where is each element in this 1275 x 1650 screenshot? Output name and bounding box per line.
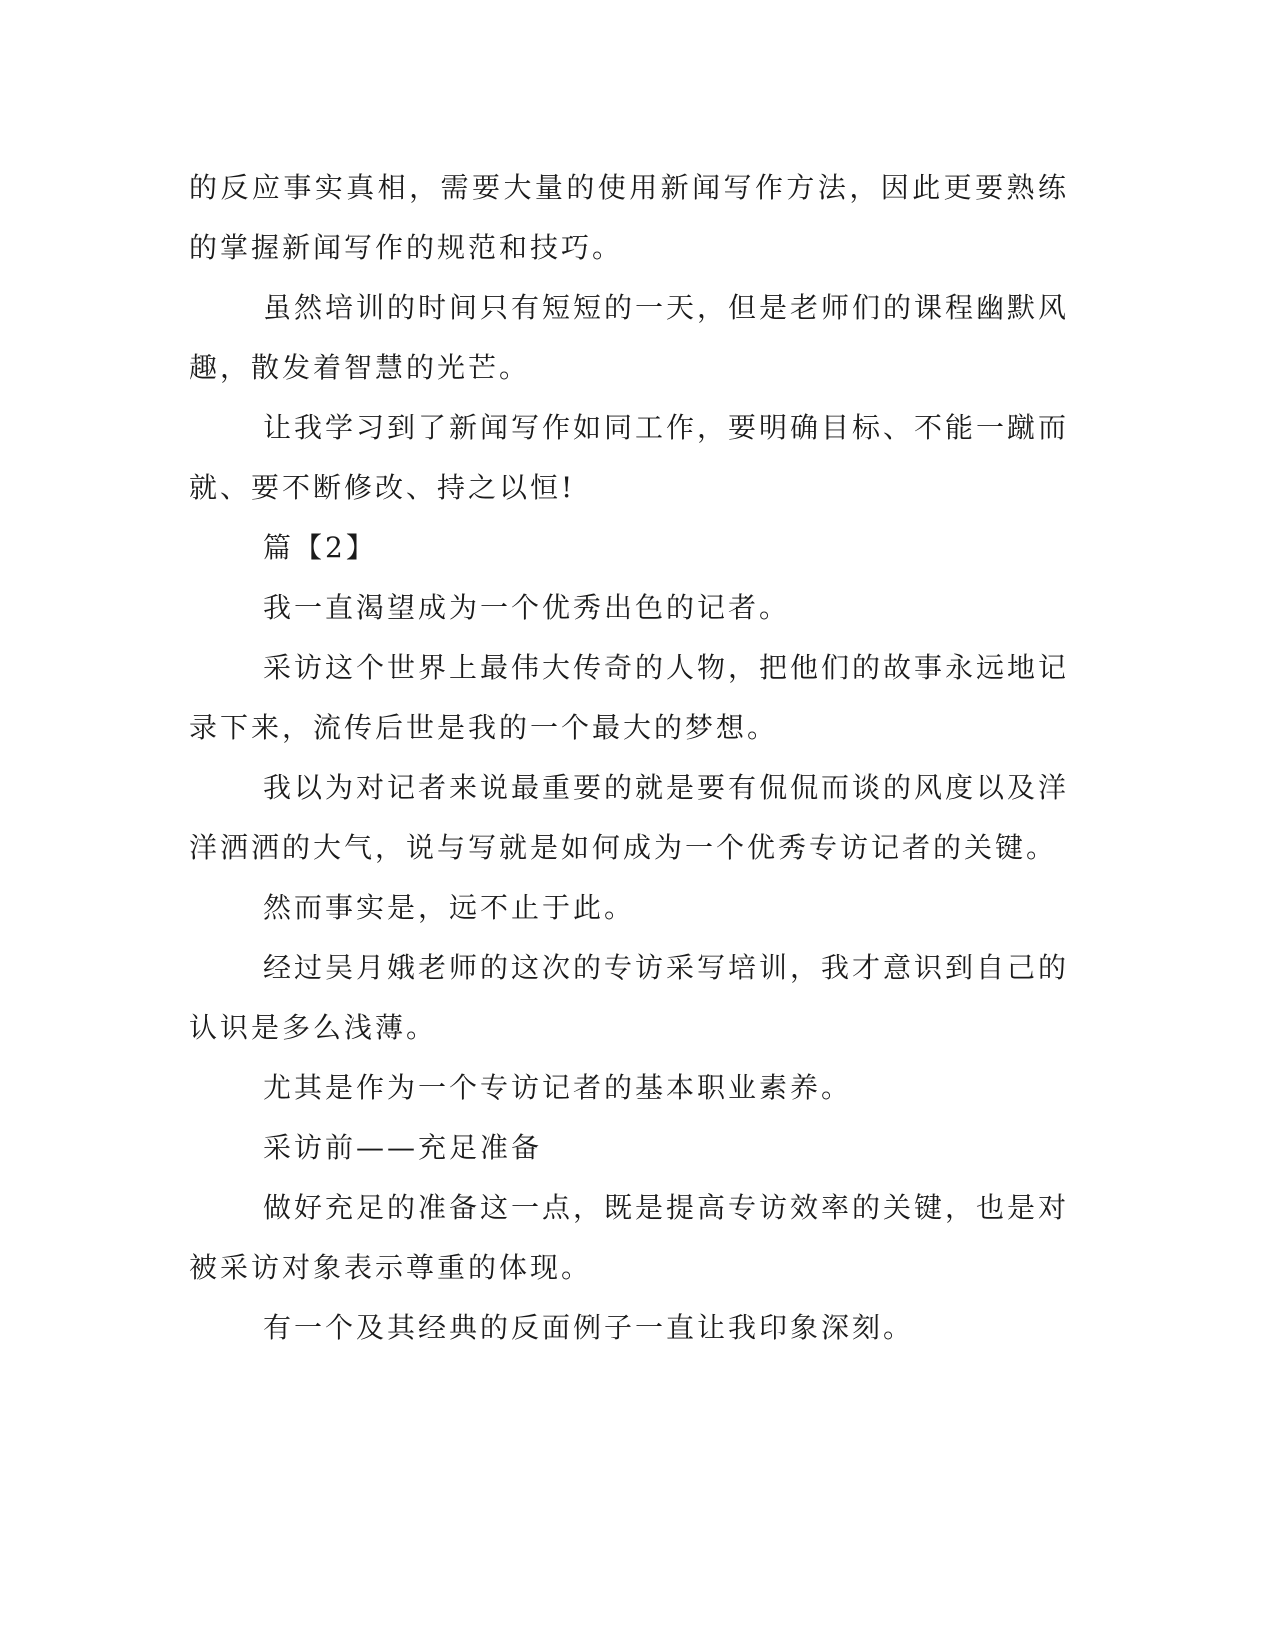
paragraph: 的反应事实真相，需要大量的使用新闻写作方法，因此更要熟练的掌握新闻写作的规范和技巧。 (189, 171, 1069, 264)
paragraph: 我一直渴望成为一个优秀出色的记者。 (263, 591, 791, 624)
paragraph: 有一个及其经典的反面例子一直让我印象深刻。 (263, 1311, 915, 1344)
paragraph: 经过吴月娥老师的这次的专访采写培训，我才意识到自己的认识是多么浅薄。 (189, 951, 1070, 1044)
paragraph: 让我学习到了新闻写作如同工作，要明确目标、不能一蹴而就、要不断修改、持之以恒! (189, 411, 1070, 504)
paragraph: 然而事实是，远不止于此。 (263, 891, 636, 924)
subheading: 采访前——充足准备 (263, 1131, 543, 1164)
paragraph: 我以为对记者来说最重要的就是要有侃侃而谈的风度以及洋洋洒洒的大气，说与写就是如何成为一个优秀专访记者的关键。 (189, 771, 1070, 864)
document-body (189, 158, 1069, 1358)
section-heading: 篇【2】 (263, 531, 377, 564)
paragraph: 做好充足的准备这一点，既是提高专访效率的关键，也是对被采访对象表示尊重的体现。 (189, 1191, 1070, 1284)
paragraph: 尤其是作为一个专访记者的基本职业素养。 (263, 1071, 853, 1104)
paragraph: 虽然培训的时间只有短短的一天，但是老师们的课程幽默风趣，散发着智慧的光芒。 (189, 291, 1070, 384)
paragraph: 采访这个世界上最伟大传奇的人物，把他们的故事永远地记录下来，流传后世是我的一个最大的梦想。 (189, 651, 1070, 744)
